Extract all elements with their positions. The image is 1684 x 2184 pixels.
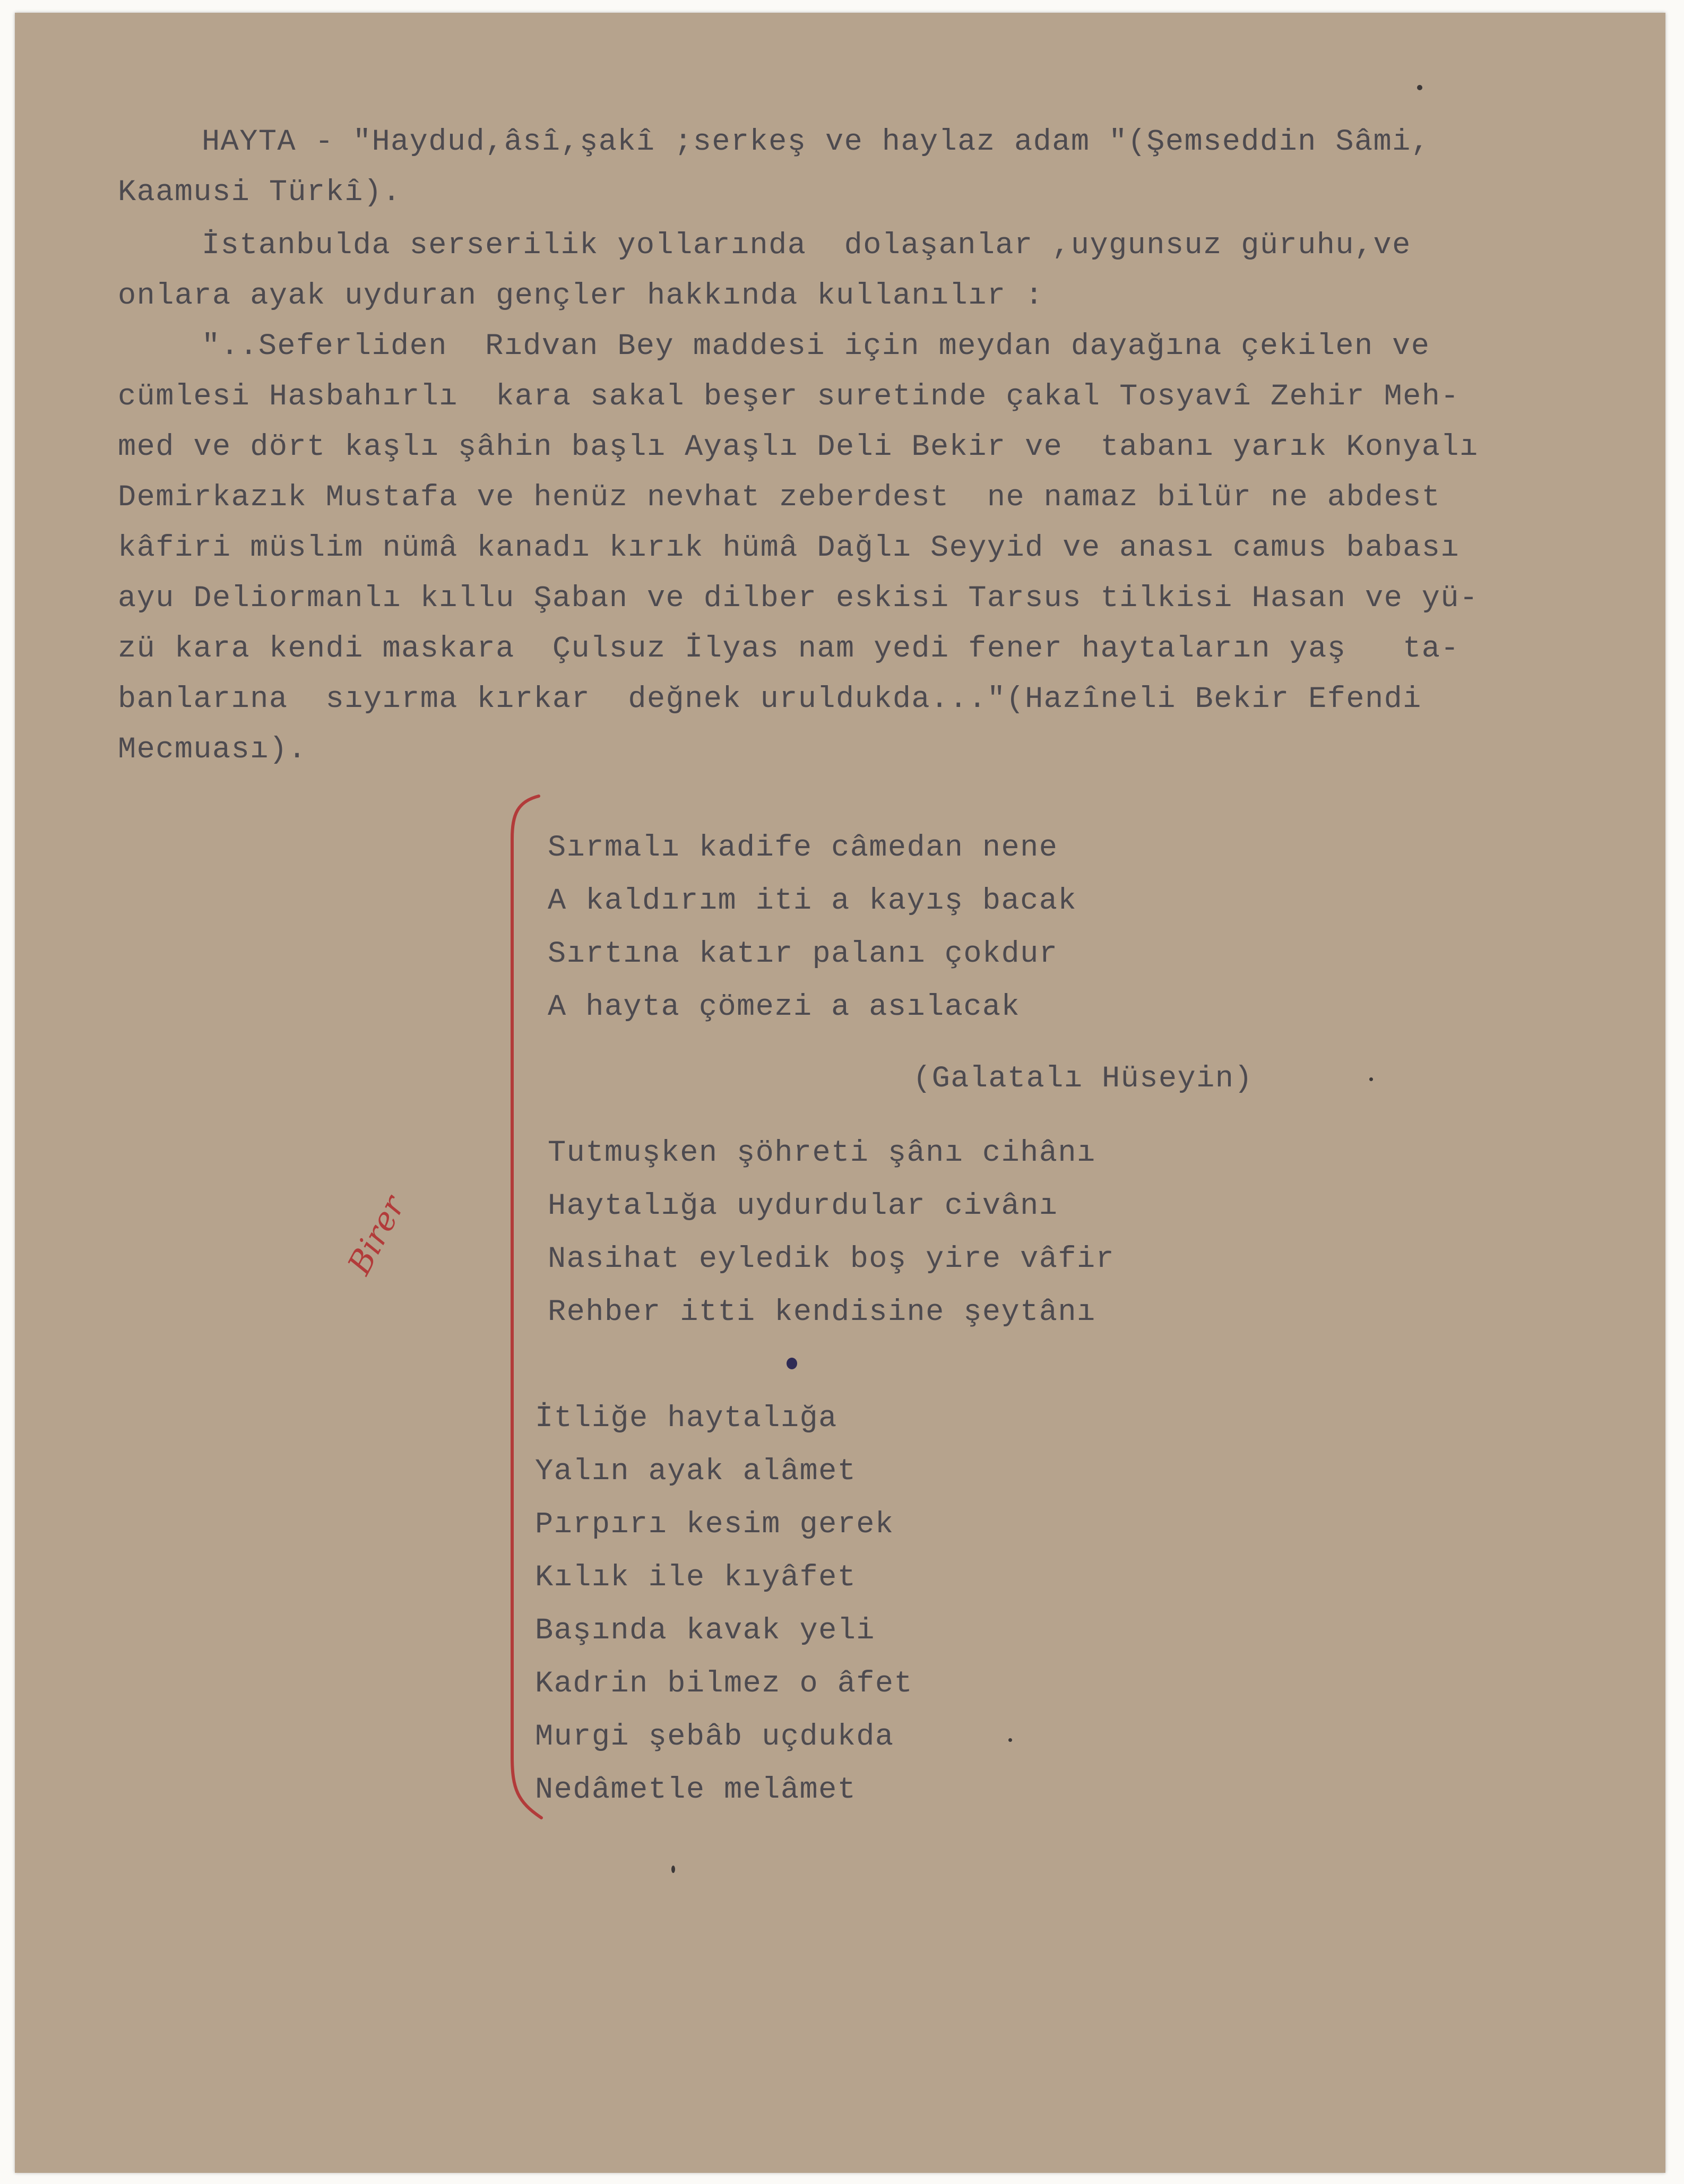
entry-line-4: onlara ayak uyduran gençler hakkında kullanılır : (118, 279, 1044, 313)
paper-speck (671, 1866, 675, 1873)
paper-speck (1417, 85, 1422, 90)
poem-2-line-1: Tutmuşken şöhreti şânı cihânı (548, 1136, 1096, 1170)
entry-line-1: HAYTA - "Haydud,âsî,şakî ;serkeş ve haylaz adam "(Şemseddin Sâmi, (202, 125, 1430, 159)
poem-1-line-4: A hayta çömezi a asılacak (548, 990, 1021, 1024)
entry-line-6: cümlesi Hasbahırlı kara sakal beşer suretinde çakal Tosyavî Zehir Meh- (118, 380, 1460, 414)
entry-line-5: "..Seferliden Rıdvan Bey maddesi için meydan dayağına çekilen ve (202, 330, 1430, 364)
paper-speck (1369, 1077, 1373, 1081)
poem-3-line-2: Yalın ayak alâmet (535, 1455, 857, 1489)
poem-2-line-3: Nasihat eyledik boş yire vâfir (548, 1242, 1115, 1276)
entry-line-12: banlarına sıyırma kırkar değnek uruldukda..."(Hazîneli Bekir Efendi (118, 683, 1422, 717)
poem-3-line-4: Kılık ile kıyâfet (535, 1561, 857, 1595)
poem-3-line-5: Başında kavak yeli (535, 1614, 875, 1648)
poem-1-line-1: Sırmalı kadife câmedan nene (548, 831, 1058, 865)
entry-line-2: Kaamusi Türkî). (118, 176, 402, 210)
paper-speck (1008, 1738, 1012, 1742)
poem-1-line-2: A kaldırım iti a kayış bacak (548, 884, 1077, 918)
poem-2-line-2: Haytalığa uydurdular civânı (548, 1189, 1058, 1223)
entry-line-9: kâfiri müslim nümâ kanadı kırık hümâ Dağlı Seyyid ve anası camus babası (118, 531, 1460, 565)
entry-line-11: zü kara kendi maskara Çulsuz İlyas nam yedi fener haytaların yaş ta- (118, 632, 1460, 666)
poem-3-line-7: Murgi şebâb uçdukda (535, 1720, 894, 1754)
poem-3-line-1: İtliğe haytalığa (535, 1402, 837, 1436)
poem-3-line-8: Nedâmetle melâmet (535, 1773, 857, 1807)
poem-1-line-3: Sırtına katır palanı çokdur (548, 937, 1058, 971)
poem-3-line-3: Pırpırı kesim gerek (535, 1508, 894, 1542)
entry-line-10: ayu Deliormanlı kıllu Şaban ve dilber eskisi Tarsus tilkisi Hasan ve yü- (118, 582, 1479, 616)
poem-2-line-4: Rehber itti kendisine şeytânı (548, 1296, 1096, 1330)
poem-1-attribution: (Galatalı Hüseyin) (913, 1062, 1253, 1096)
section-divider-dot (787, 1358, 797, 1369)
entry-line-3: İstanbulda serserilik yollarında dolaşanlar ,uygunsuz güruhu,ve (202, 229, 1411, 263)
entry-line-13: Mecmuası). (118, 733, 307, 767)
entry-line-8: Demirkazık Mustafa ve henüz nevhat zeberdest ne namaz bilür ne abdest (118, 481, 1441, 515)
poem-3-line-6: Kadrin bilmez o âfet (535, 1667, 913, 1701)
entry-line-7: med ve dört kaşlı şâhin başlı Ayaşlı Deli Bekir ve tabanı yarık Konyalı (118, 430, 1479, 464)
red-margin-note: Birer (341, 1190, 413, 1281)
